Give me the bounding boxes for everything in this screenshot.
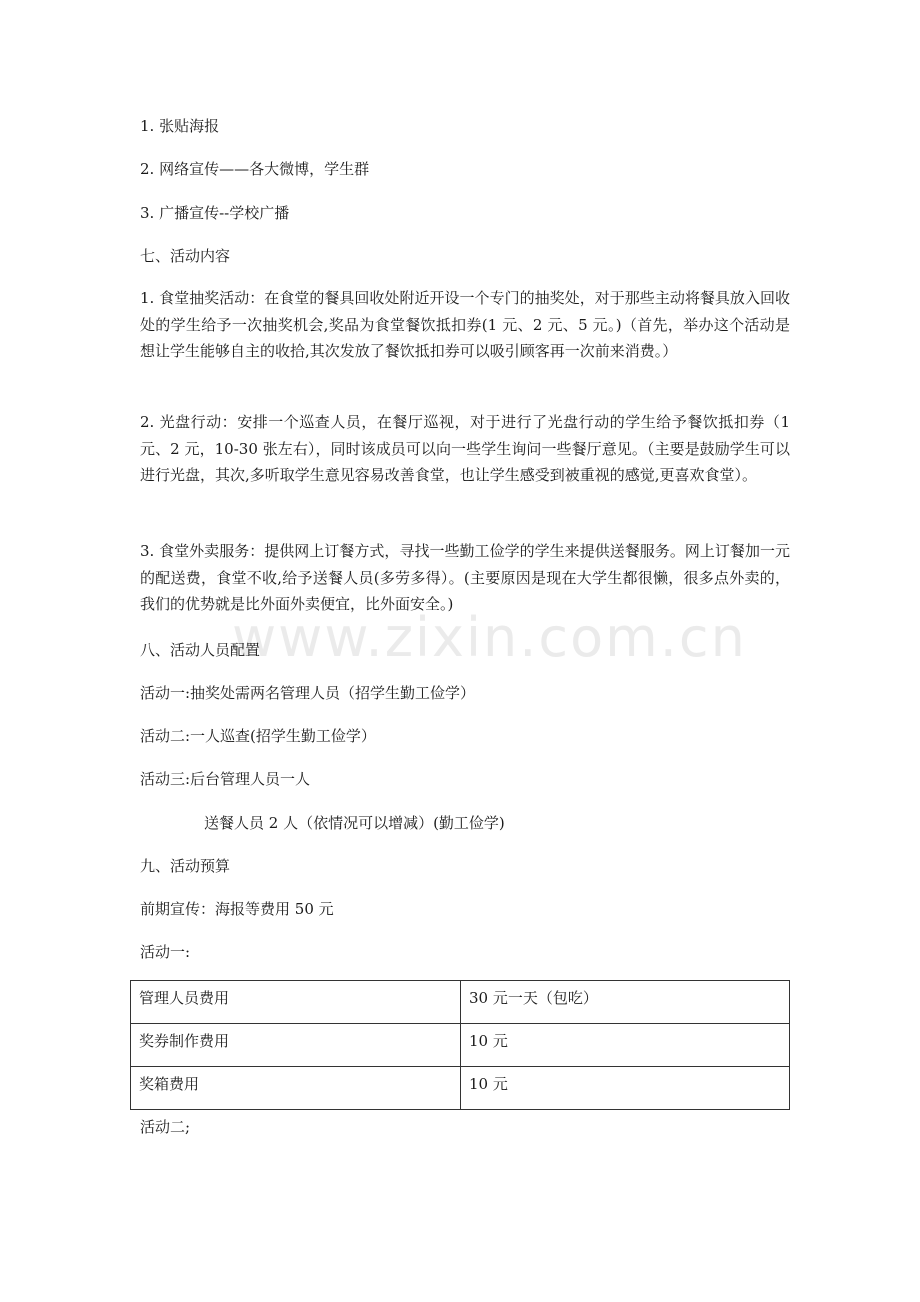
budget-table <box>130 980 790 1110</box>
staffing-activity-1: 活动一:抽奖处需两名管理人员（招学生勤工俭学） <box>140 684 476 702</box>
budget-item-cell: 管理人员费用 <box>131 981 461 1024</box>
activity-lottery-paragraph: 1. 食堂抽奖活动：在食堂的餐具回收处附近开设一个专门的抽奖处，对于那些主动将餐具放入回收处的学生给予一次抽奖机会,奖品为食堂餐饮抵扣券(1 元、2 元、5 元。)（首先，举办这个活动是想让学生能够自主的收拾,其次发放了餐饮抵扣券可以吸引顾客再一次前来消费。） <box>140 289 790 361</box>
section-heading-budget: 九、活动预算 <box>140 857 231 875</box>
table-row <box>131 1024 790 1067</box>
table-row <box>131 981 790 1024</box>
budget-cost-cell: 10 元 <box>461 1067 790 1110</box>
publicity-item-broadcast: 3. 广播宣传--学校广播 <box>140 204 290 222</box>
staffing-delivery: 送餐人员 2 人（依情况可以增减）(勤工俭学) <box>204 814 505 832</box>
staffing-activity-2: 活动二:一人巡查(招学生勤工俭学） <box>140 727 376 745</box>
budget-item-cell: 奖箱费用 <box>131 1067 461 1110</box>
publicity-item-online: 2. 网络宣传——各大微博，学生群 <box>140 160 370 178</box>
pre-publicity-cost: 前期宣传：海报等费用 50 元 <box>140 900 334 918</box>
budget-cost-cell: 30 元一天（包吃） <box>461 981 790 1024</box>
publicity-item-poster: 1. 张贴海报 <box>140 117 220 135</box>
activity-1-label: 活动一: <box>140 943 191 961</box>
section-heading-staffing: 八、活动人员配置 <box>140 641 261 659</box>
staffing-activity-3: 活动三:后台管理人员一人 <box>140 770 311 788</box>
activity-clean-plate-paragraph: 2. 光盘行动：安排一个巡查人员，在餐厅巡视，对于进行了光盘行动的学生给予餐饮抵扣券（1 元、2 元，10-30 张左右），同时该成员可以向一些学生询问一些餐厅意见。（主要是鼓励学生可以进行光盘，其次,多听取学生意见容易改善食堂，也让学生感受到被重视的感觉,更喜欢食堂）。 <box>140 413 790 485</box>
section-heading-activity-content: 七、活动内容 <box>140 247 231 265</box>
budget-cost-cell: 10 元 <box>461 1024 790 1067</box>
watermark: www.zixin.com.cn <box>232 606 747 669</box>
activity-takeout-paragraph: 3. 食堂外卖服务：提供网上订餐方式，寻找一些勤工俭学的学生来提供送餐服务。网上订餐加一元的配送费，食堂不收,给予送餐人员(多劳多得）。(主要原因是现在大学生都很懒，很多点外卖的，我们的优势就是比外面外卖便宜，比外面安全。) <box>140 542 790 614</box>
table-row <box>131 1067 790 1110</box>
activity-2-label: 活动二; <box>140 1118 191 1136</box>
budget-item-cell: 奖券制作费用 <box>131 1024 461 1067</box>
